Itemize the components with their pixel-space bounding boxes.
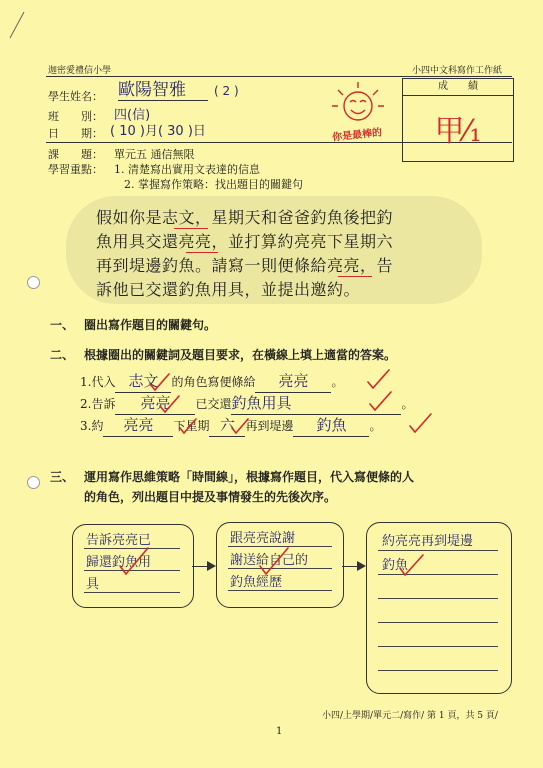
sticker-text: 你是最棒的 [331,127,383,144]
check-icon [180,419,196,433]
box2-line-1: 跟亮亮說謝 [230,531,296,546]
q2-item1-end: 。 [331,375,344,389]
binder-hole-top [27,276,40,289]
check-icon [150,374,169,390]
pen-mark [8,10,28,40]
q2-item3-mid: 下星期 [173,419,210,433]
q3-text-2: 的角色，列出題目中提及事情發生的先後次序。 [84,490,337,504]
check-icon [410,414,431,432]
q3-number: 三、 [50,470,75,484]
check-icon [232,419,248,433]
q2-item2-end: 。 [401,397,414,411]
q2-item2-answer1: 亮亮 [115,392,195,415]
school-name: 迦密愛禮信小學 [48,66,112,76]
prompt-line-3: 再到堤邊釣魚。請寫一則便條給亮亮，告 [96,256,394,275]
focus-label: 學習重點： [48,163,103,176]
q2-item3-prefix: 3.約 [80,419,104,433]
header-rule [46,76,512,77]
q2-item3-end: 。 [369,419,382,433]
footer-path: 小四/上學期/單元二/寫作/ 第 1 頁，共 5 頁/ [322,711,498,721]
page-number: 1 [276,726,283,737]
q2-item2-answer2: 釣魚用具 [231,392,401,415]
box1-line-1: 告訴亮亮已 [86,533,152,548]
class-value: 四(信) [114,108,151,123]
q2-item1-answer2: 亮亮 [255,370,331,393]
q3-check-marks [110,536,430,596]
date-value: ( 10 )月( 30 )日 [110,124,206,139]
box3-line [378,622,498,623]
check-icon [260,548,288,574]
box1-line-2: 歸還釣魚用 [86,555,152,570]
check-icon [160,396,179,412]
q1-number: 一、 [50,318,75,332]
box2-line-2: 謝送給自己的 [230,553,309,568]
prompt-line-4: 訴他已交還釣魚用具，並提出邀約。 [96,280,361,299]
score-label: 成 績 [403,79,513,96]
check-icon [120,548,148,574]
q2-item1-answer1: 志文 [115,370,171,393]
box2-line-3: 釣魚經歷 [230,575,283,590]
box1-line-3: 具 [86,577,100,592]
keyword-underline-liangliang [186,252,218,253]
q2-item1-prefix: 1.代入 [80,375,116,389]
q2-item1-mid: 的角色寫便條給 [171,375,256,389]
binder-hole-bottom [27,476,40,489]
name-label: 學生姓名： [48,90,103,103]
name-class-no: ( 2 ) [214,84,239,98]
box3-line [378,670,498,671]
box3-line-1: 約亮亮再到堤邊 [382,534,474,549]
topic-value: 單元五 通信無限 [114,148,195,161]
check-icon [400,555,423,575]
praise-sticker [326,80,390,142]
prompt-line-2: 魚用具交還亮亮，並打算約亮亮下星期六 [96,232,394,251]
prompt-line-1: 假如你是志文，星期天和爸爸釣魚後把釣 [96,208,394,227]
check-icon [368,370,389,388]
q2-check-marks [120,364,480,440]
q2-number: 二、 [50,348,75,362]
q2-item2-prefix: 2.告訴 [80,397,116,411]
score-box [402,78,514,162]
check-icon [370,392,391,410]
q1-text: 圈出寫作題目的關鍵句。 [84,318,217,332]
prompt-text [96,206,393,302]
q2-item3-answer3: 釣魚 [293,414,369,437]
name-value: 歐陽智雅 [118,80,208,101]
keyword-underline-liangliang-2 [338,276,372,277]
class-label: 班 別： [48,110,103,123]
q3-text-1: 運用寫作思維策略「時間線」，根據寫作題目，代入寫便條的人 [84,470,415,484]
box3-line [378,646,498,647]
focus-item-2: 2. 掌握寫作策略：找出題目的關鍵句 [124,178,303,191]
keyword-underline-zhiwen [174,228,208,229]
q2-item2-mid: 已交還 [195,397,232,411]
q2-item3-mid2: 再到堤邊 [245,419,294,433]
date-label: 日 期： [48,127,103,140]
q2-text: 根據圈出的關鍵詞及題目要求，在橫線上填上適當的答案。 [84,348,397,362]
workbook-title: 小四中文科寫作工作紙 [412,66,503,76]
box3-line [378,598,498,599]
q2-item3-answer2: 六 [209,414,245,437]
box3-line-2: 釣魚 [382,558,409,573]
focus-item-1: 1. 清楚寫出實用文表達的信息 [114,163,260,176]
score-value: 甲⁄₁ [434,114,482,149]
q2-item3-answer1: 亮亮 [103,414,173,437]
topic-label: 課 題： [48,148,103,161]
